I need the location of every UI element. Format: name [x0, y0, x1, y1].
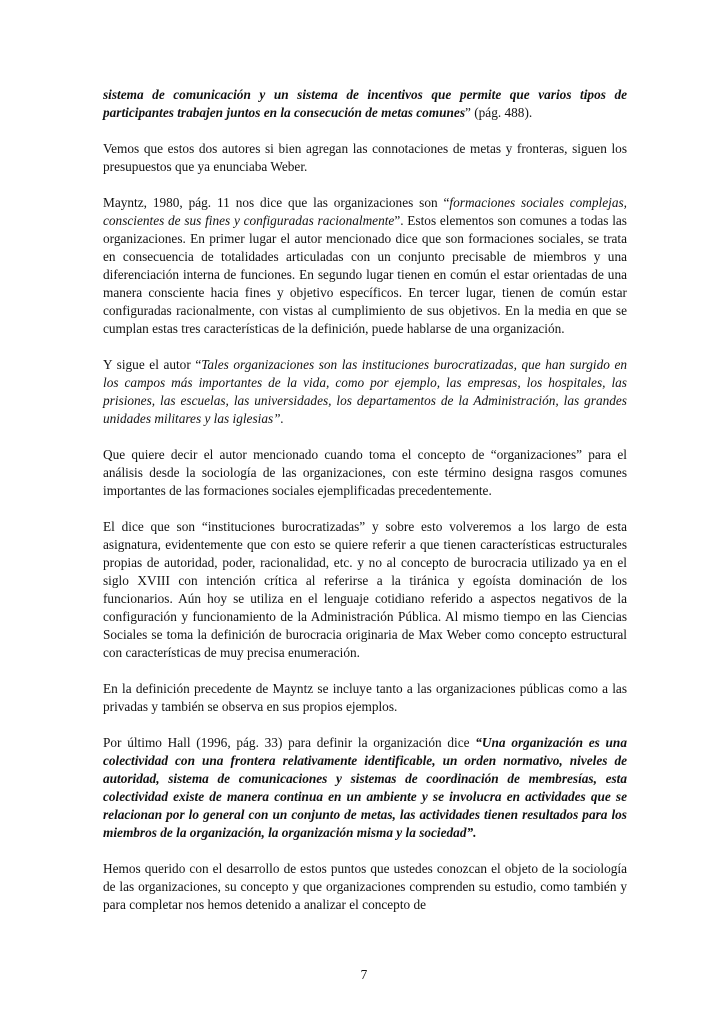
- mayntz-explanation: ”. Estos elementos son comunes a todas las organizaciones. En primer lugar el autor mencionado dice que son formaciones sociales, se trata en consecuencia de totalidades articuladas con un conjunto precisable de miembros y una diferenciación interna de funciones. En segundo lugar tienen en común el estar orientadas de una manera consciente hacia fines y objetivo específicos. En tercer lugar, tienen de común estar configuradas racionalmente, con vistas al cumplimiento de sus objetivos. En la media en que se cumplan estas tres características de la definición, puede hablarse de una organización.: [103, 213, 627, 336]
- paragraph-3: [103, 194, 627, 338]
- mayntz-definition: formaciones sociales complejas, conscientes de sus fines y configuradas racionalmente: [103, 195, 627, 228]
- paragraph-1: [103, 86, 627, 122]
- paragraph-4: [103, 356, 627, 428]
- paragraph-2: [103, 140, 627, 176]
- paragraph-6-text: El dice que son “instituciones burocratizadas” y sobre esto volveremos a los largo de esta asignatura, evidentemente que con esto se quiere referir a que tienen características estructurales propias de autoridad, poder, racionalidad, etc. y no al concepto de burocracia utilizado ya en el siglo XVIII con intención crítica al referirse a la tiránica y egoísta dominación de los funcionarios. Aún hoy se utiliza en el lenguaje cotidiano referido a aspectos negativos de la configuración y funcionamiento de la Administración Pública. Al mismo tiempo en las Ciencias Sociales se toma la definición de burocracia originaria de Max Weber como concepto estructural con características de muy precisa enumeración.: [103, 519, 627, 660]
- author-quote-intro: Y sigue el autor “: [103, 357, 202, 372]
- citation-page-488: ” (pág. 488).: [465, 105, 533, 120]
- paragraph-9: [103, 860, 627, 914]
- paragraph-5-text: Que quiere decir el autor mencionado cuando toma el concepto de “organizaciones” para el análisis desde la sociología de las organizaciones, con este término designa rasgos comunes importantes de las formaciones sociales ejemplificadas precedentemente.: [103, 447, 627, 498]
- document-body: [103, 86, 627, 932]
- paragraph-7-text: En la definición precedente de Mayntz se incluye tanto a las organizaciones públicas como a las privadas y también se observa en sus propios ejemplos.: [103, 681, 627, 714]
- paragraph-8: [103, 734, 627, 842]
- page-number: 7: [360, 967, 368, 982]
- paragraph-6: [103, 518, 627, 662]
- hall-quote-ending: sistema de comunicación y un sistema de incentivos que permite que varios tipos de participantes trabajen juntos en la consecución de metas comunes: [103, 87, 627, 120]
- mayntz-intro: Mayntz, 1980, pág. 11 nos dice que las organizaciones son “: [103, 195, 450, 210]
- paragraph-2-text: Vemos que estos dos autores si bien agregan las connotaciones de metas y fronteras, siguen los presupuestos que ya enunciaba Weber.: [103, 141, 627, 174]
- paragraph-9-text: Hemos querido con el desarrollo de estos puntos que ustedes conozcan el objeto de la sociología de las organizaciones, su concepto y que organizaciones comprenden su estudio, como también y para completar nos hemos detenido a analizar el concepto de: [103, 861, 627, 912]
- author-quote: Tales organizaciones son las instituciones burocratizadas, que han surgido en los campos más importantes de la vida, como por ejemplo, las empresas, los hospitales, las prisiones, las escuelas, las universidades, los departamentos de la Administración, las grandes unidades militares y las iglesias”.: [103, 357, 627, 426]
- paragraph-7: [103, 680, 627, 716]
- hall-intro: Por último Hall (1996, pág. 33) para definir la organización dice: [103, 735, 476, 750]
- hall-definition: “Una organización es una colectividad con una frontera relativamente identificable, un orden normativo, niveles de autoridad, sistema de comunicaciones y sistemas de coordinación de membresías, esta colectividad existe de manera continua en un ambiente y se involucra en actividades que se relacionan por lo general con un conjunto de metas, las actividades tienen resultados para los miembros de la organización, la organización misma y la sociedad”.: [103, 735, 627, 840]
- paragraph-5: [103, 446, 627, 500]
